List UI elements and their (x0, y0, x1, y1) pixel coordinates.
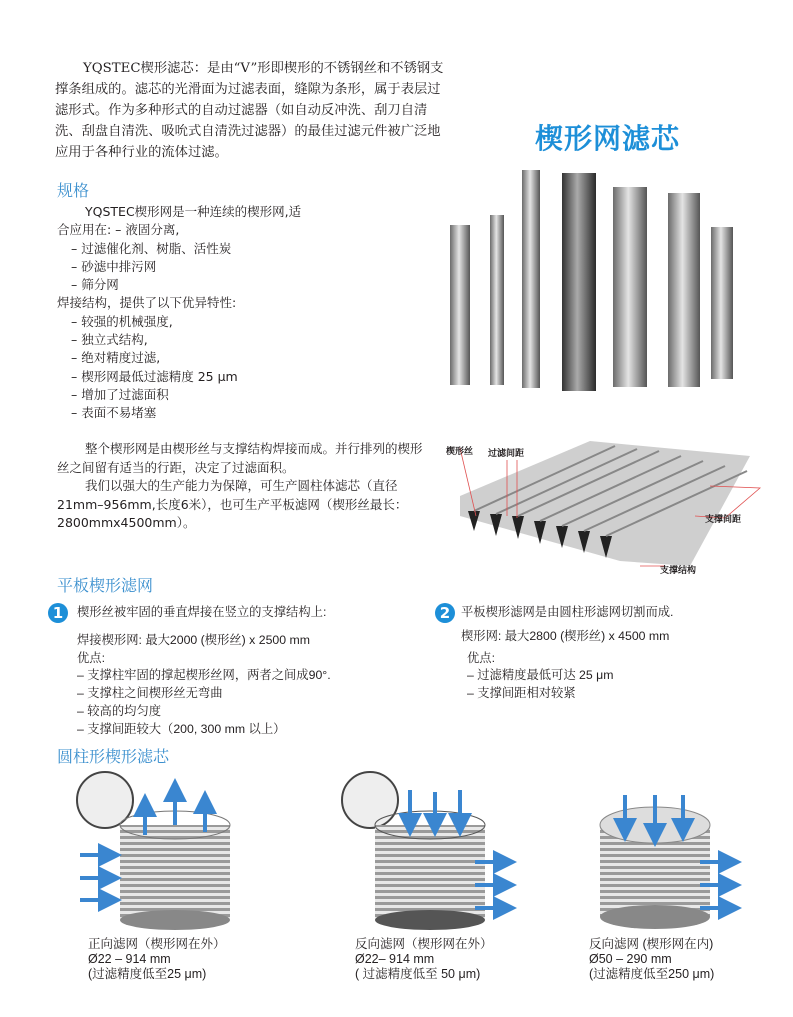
caption-name: 反向滤网 (楔形网在内) (589, 937, 714, 951)
weld-heading: 焊接结构，提供了以下优异特性: (57, 295, 237, 311)
caption-name: 反向滤网（楔形网在外） (355, 937, 493, 951)
feature-item: – 楔形网最低过滤精度 25 μm (71, 368, 238, 384)
spec-line: YQSTEC楔形网是一种连续的楔形网,适 (85, 204, 302, 219)
adv-item: – 过滤精度最低可达 25 μm (467, 668, 614, 683)
paragraph: 整个楔形网是由楔形丝与支撑结构焊接而成。并行排列的楔形丝之间留有适当的行距，决定了过滤面积。 (57, 441, 423, 475)
number-badge-1: 1 (48, 603, 68, 623)
caption-size: Ø50 – 290 mm (589, 952, 672, 966)
spec-line: 合应用在: – 液固分离, (57, 222, 180, 238)
caption-name: 正向滤网（楔形网在外） (88, 937, 226, 951)
intro-paragraph: YQSTEC楔形滤芯：是由“V”形即楔形的不锈钢丝和不锈钢支撑条组成的。滤芯的光滑面为过滤表面，缝隙为条形，属于表层过滤形式。作为多种形式的自动过滤器（如自动反冲洗、刮刀自清洗、刮盘自清洗、吸吮式自清洗过滤器）的最佳过滤元件被广泛地应用于各种行业的流体过滤。 (55, 61, 444, 160)
adv-item: – 支撑柱牢固的撑起楔形丝网，两者之间成90°. (77, 668, 331, 683)
flat-item-1 (77, 604, 331, 739)
flat-spec: 焊接楔形网: 最大2000 (楔形丝) x 2500 mm (77, 632, 311, 647)
flat-item-2 (461, 604, 673, 703)
forward-filter-image (77, 772, 230, 930)
number-badge-2: 2 (435, 603, 455, 623)
feature-item: – 较强的机械强度, (71, 313, 173, 329)
filter-tubes-photo (440, 165, 750, 395)
app-item: – 筛分网 (71, 277, 119, 293)
cylinder-illustrations (75, 770, 765, 935)
adv-item: – 支撑间距较大（200, 300 mm 以上） (77, 721, 286, 736)
flat-spec: 楔形网: 最大2800 (楔形丝) x 4500 mm (461, 628, 670, 643)
label-support-gap: 支撑间距 (705, 515, 742, 525)
label-wire: 楔形丝 (446, 447, 474, 457)
caption-size: Ø22– 914 mm (355, 952, 435, 966)
caption-precision: ( 过滤精度低至 50 μm) (355, 967, 481, 981)
feature-item: – 绝对精度过滤, (71, 350, 161, 366)
app-item: – 过滤催化剂、树脂、活性炭 (71, 240, 232, 256)
grating-diagram (440, 436, 770, 581)
intro-text (55, 58, 450, 163)
caption-size: Ø22 – 914 mm (88, 952, 171, 966)
app-item: – 砂滤中排污网 (71, 258, 157, 274)
adv-item: – 较高的均匀度 (77, 703, 162, 718)
caption-precision: (过滤精度低至25 μm) (88, 967, 207, 981)
feature-item: – 独立式结构, (71, 332, 148, 348)
flat-desc: 楔形丝被牢固的垂直焊接在竖立的支撑结构上: (77, 605, 327, 619)
adv-label: 优点: (467, 650, 496, 665)
cylinder-caption-1 (88, 937, 226, 982)
adv-label: 优点: (77, 650, 106, 665)
cylinder-heading: 圆柱形楔形滤芯 (57, 747, 170, 766)
flat-desc: 平板楔形滤网是由圆柱形滤网切割而成. (461, 605, 674, 619)
adv-item: – 支撑间距相对较紧 (467, 686, 576, 701)
page-title: 楔形网滤芯 (535, 122, 681, 155)
label-support: 支撑结构 (660, 566, 697, 576)
cylinder-caption-3 (589, 937, 714, 982)
reverse-filter-outer-image (342, 772, 505, 930)
label-gap: 过滤间距 (488, 449, 525, 459)
caption-precision: (过滤精度低至250 μm) (589, 967, 715, 981)
paragraph: 我们以强大的生产能力为保障，可生产圆柱体滤芯（直径21mm–956mm,长度6米），也可生产平板滤网（楔形丝最长：2800mmx4500mm）。 (57, 478, 408, 531)
feature-item: – 增加了过滤面积 (71, 386, 169, 402)
spec-heading: 规格 (57, 181, 90, 200)
cylinder-caption-2 (355, 937, 493, 982)
description (57, 440, 432, 533)
reverse-filter-inner-image (600, 795, 730, 929)
feature-item: – 表面不易堵塞 (71, 405, 157, 421)
spec-section (57, 181, 437, 423)
flat-heading: 平板楔形滤网 (57, 576, 154, 595)
adv-item: – 支撑柱之间楔形丝无弯曲 (77, 686, 223, 701)
